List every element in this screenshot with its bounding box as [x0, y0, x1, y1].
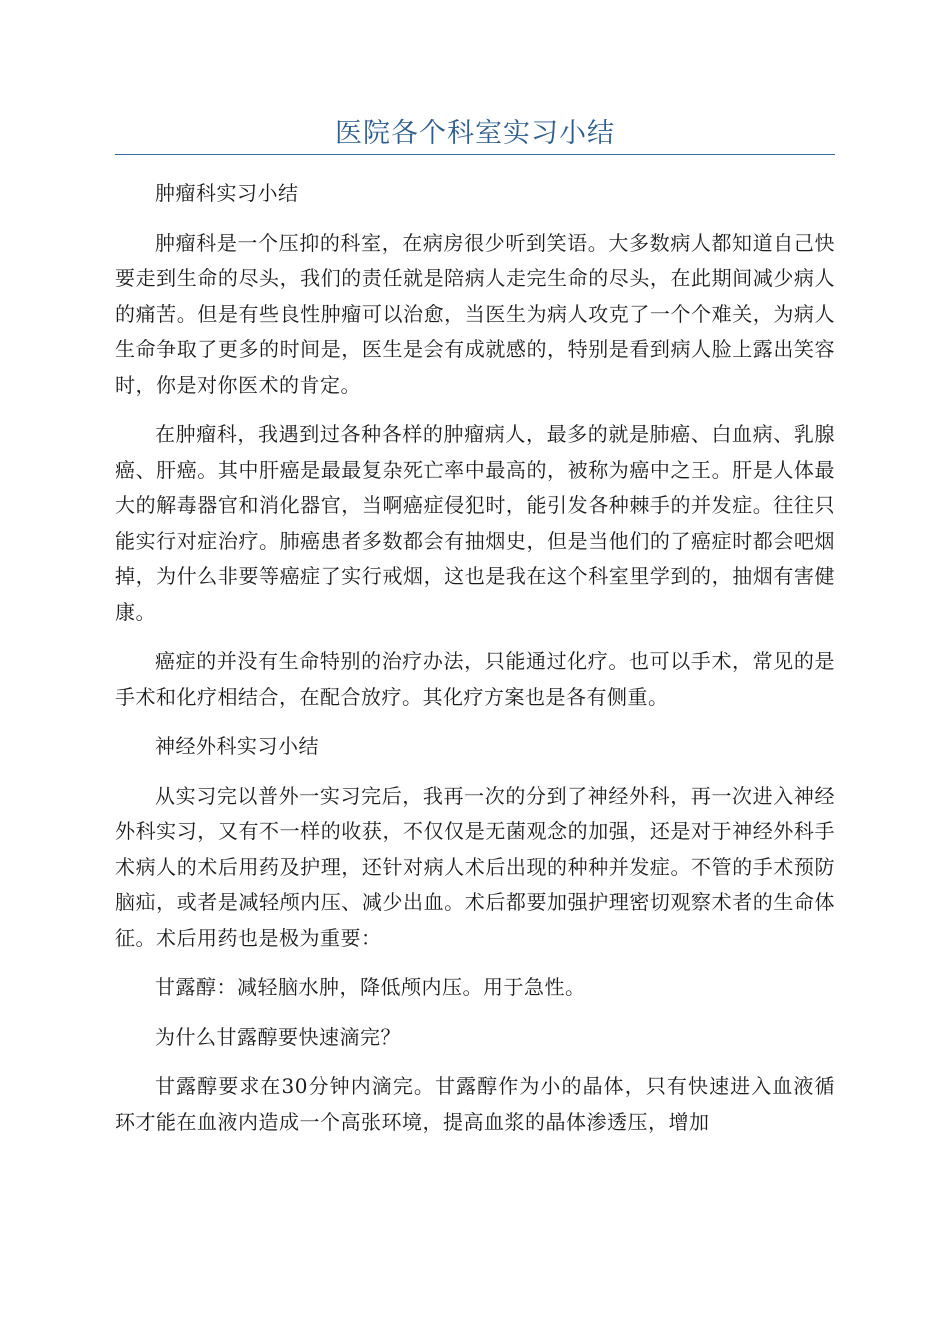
paragraph: 肿瘤科是一个压抑的科室，在病房很少听到笑语。大多数病人都知道自己快要走到生命的尽头，我们的责任就是陪病人走完生命的尽头，在此期间减少病人的痛苦。但是有些良性肿瘤可以治愈，当医生为病人攻克了一个个难关，为病人生命争取了更多的时间是，医生是会有成就感的，特别是看到病人脸上露出笑容时，你是对你医术的肯定。 [115, 230, 835, 397]
paragraph: 癌症的并没有生命特别的治疗办法，只能通过化疗。也可以手术，常见的是手术和化疗相结合，在配合放疗。其化疗方案也是各有侧重。 [115, 649, 835, 709]
document-title: 医院各个科室实习小结 [335, 118, 615, 149]
paragraph: 为什么甘露醇要快速滴完？ [155, 1024, 401, 1049]
title-underline [115, 154, 835, 155]
paragraph: 在肿瘤科，我遇到过各种各样的肿瘤病人，最多的就是肺癌、白血病、乳腺癌、肝癌。其中肝癌是最最复杂死亡率中最高的，被称为癌中之王。肝是人体最大的解毒器官和消化器官，当啊癌症侵犯时，能引发各种棘手的并发症。往往只能实行对症治疗。肺癌患者多数都会有抽烟史，但是当他们的了癌症时都会吧烟掉，为什么非要等癌症了实行戒烟，这也是我在这个科室里学到的，抽烟有害健康。 [115, 422, 835, 624]
paragraph: 从实习完以普外一实习完后，我再一次的分到了神经外科，再一次进入神经外科实习，又有不一样的收获，不仅仅是无菌观念的加强，还是对于神经外科手术病人的术后用药及护理，还针对病人术后出现的种种并发症。不管的手术预防脑疝，或者是减轻颅内压、减少出血。术后都要加强护理密切观察术者的生命体征。术后用药也是极为重要： [115, 783, 835, 950]
section-heading-neurosurgery: 神经外科实习小结 [155, 734, 319, 758]
paragraph: 甘露醇要求在30分钟内滴完。甘露醇作为小的晶体，只有快速进入血液循环才能在血液内造成一个高张环境，提高血浆的晶体渗透压，增加 [115, 1074, 835, 1134]
section-heading-oncology: 肿瘤科实习小结 [155, 181, 299, 205]
document-body [115, 176, 835, 1154]
paragraph: 甘露醇：减轻脑水肿，降低颅内压。用于急性。 [155, 975, 586, 999]
